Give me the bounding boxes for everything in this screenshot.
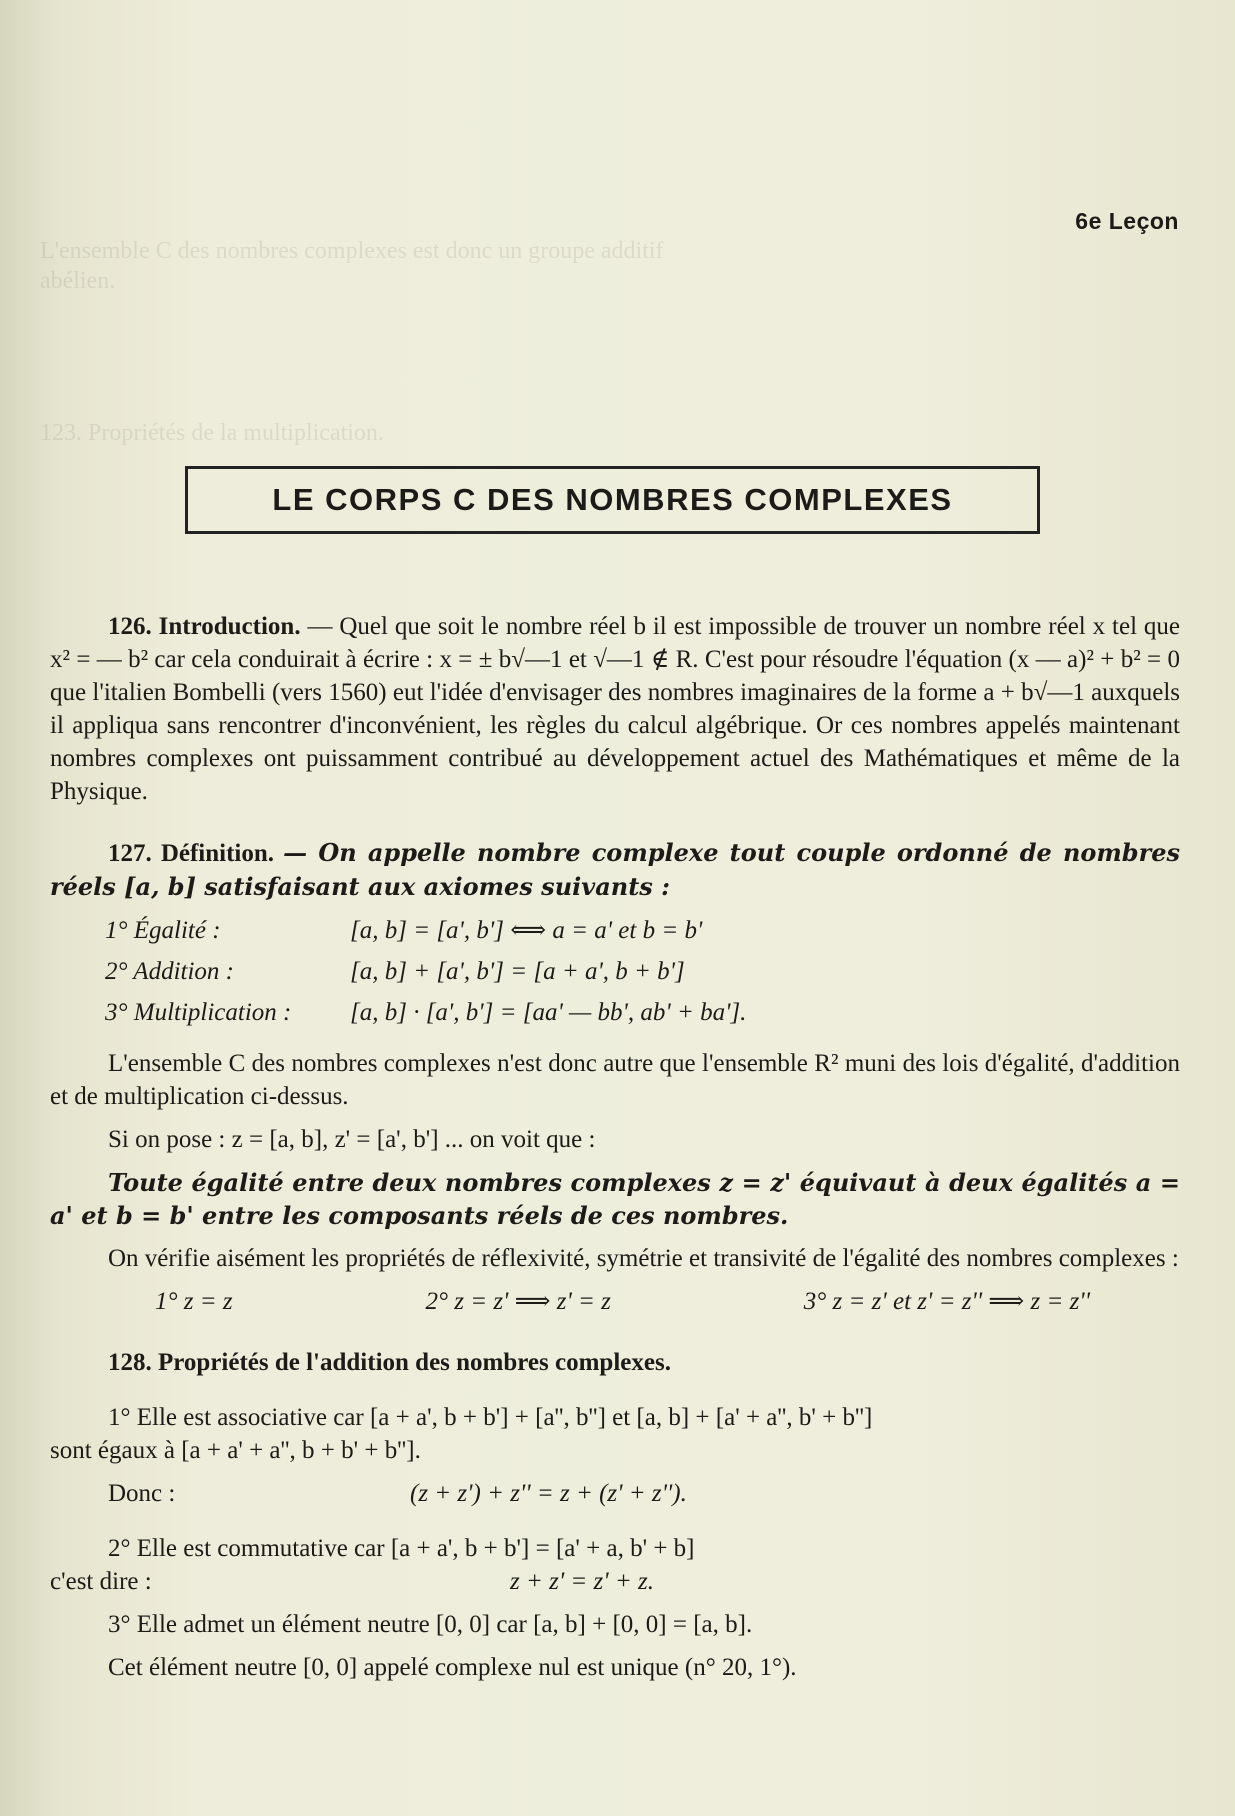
paragraph-text: Cet élément neutre [0, 0] appelé complexe nul est unique (n° 20, 1°).	[108, 1654, 797, 1681]
section-heading: 126. Introduction.	[108, 613, 301, 640]
axiom-formula: [a, b] = [a', b'] ⟺ a = a' et b = b'	[350, 917, 703, 944]
bold-statement: Toute égalité entre deux nombres complexes z = z' équivaut à deux égalités a = a' et b = b' entre les composants réels de ces nombres.	[50, 1168, 1180, 1230]
paragraph-text: Si on pose : z = [a, b], z' = [a', b'] ... on voit que :	[108, 1126, 596, 1153]
property-item: 3° z = z' et z' = z'' ⟹ z = z''	[803, 1288, 1090, 1315]
axiom-row	[50, 914, 1180, 955]
formula: (z + z') + z'' = z + (z' + z'').	[410, 1480, 687, 1507]
chapter-title: LE CORPS C DES NOMBRES COMPLEXES	[185, 466, 1040, 534]
axiom-row	[50, 996, 1180, 1037]
axiom-formula: [a, b] · [a', b'] = [aa' — bb', ab' + ba'].	[350, 999, 747, 1026]
section-heading: 128. Propriétés de l'addition des nombres complexes.	[108, 1349, 671, 1376]
property-item: 2° z = z' ⟹ z' = z	[425, 1288, 611, 1315]
section-126	[50, 610, 1180, 808]
bleed-through-text: 123. Propriétés de la multiplication.	[40, 420, 384, 446]
bleed-through-text: abélien.	[40, 268, 116, 294]
axiom-label: 2° Addition :	[105, 958, 234, 985]
paragraph-text: L'ensemble C des nombres complexes n'est donc autre que l'ensemble R² muni des lois d'égalité, d'addition et de multiplication ci-dessus.	[50, 1050, 1180, 1110]
definition-text: — On appelle nombre complexe tout couple ordonné de nombres réels [a, b] satisfaisant aux axiomes suivants :	[50, 838, 1181, 901]
axiom-label: 3° Multiplication :	[105, 999, 292, 1026]
formula-label: Donc :	[108, 1480, 176, 1507]
formula-label: c'est dire :	[50, 1568, 152, 1595]
axiom-row	[50, 955, 1180, 996]
formula: z + z' = z' + z.	[510, 1568, 654, 1595]
formula-row	[50, 1477, 1180, 1510]
paragraph-text: 1° Elle est associative car [a + a', b + b'] + [a'', b''] et [a, b] + [a' + a'', b' + b'']	[108, 1404, 873, 1431]
section-heading: 127. Définition.	[108, 840, 275, 867]
axiom-formula: [a, b] + [a', b'] = [a + a', b + b']	[350, 958, 685, 985]
formula-row	[50, 1565, 1180, 1598]
paragraph-text: sont égaux à [a + a' + a'', b + b' + b''].	[50, 1437, 421, 1464]
bleed-through-text: L'ensemble C des nombres complexes est donc un groupe additif	[40, 238, 664, 264]
axiom-label: 1° Égalité :	[105, 917, 221, 944]
paragraph-text: 2° Elle est commutative car [a + a', b + b'] = [a' + a, b' + b]	[108, 1535, 695, 1562]
paragraph-text: — Quel que soit le nombre réel b il est impossible de trouver un nombre réel x tel que x² = — b² car cela conduirait à écrire : x = ± b√—1 et √—1 ∉ R. C'est pour résoudre l'équation (x — a)² + b² = 0 que l'italien Bombelli (vers 1560) eut l'idée d'envisager des nombres imaginaires de la forme a + b√—1 auxquels il appliqua sans rencontrer d'inconvénient, les règles du calcul algébrique. Or ces nombres appelés maintenant nombres complexes ont puissamment contribué au développement actuel des Mathématiques et même de la Physique.	[50, 613, 1181, 805]
paragraph-text: 3° Elle admet un élément neutre [0, 0] car [a, b] + [0, 0] = [a, b].	[108, 1611, 753, 1638]
property-item: 1° z = z	[155, 1288, 233, 1315]
section-127	[50, 836, 1180, 904]
lesson-number: 6e Leçon	[1075, 208, 1179, 234]
page-body	[50, 610, 1180, 1684]
equality-properties	[50, 1285, 1180, 1318]
paragraph-text: On vérifie aisément les propriétés de réflexivité, symétrie et transivité de l'égalité des nombres complexes :	[108, 1245, 1179, 1272]
